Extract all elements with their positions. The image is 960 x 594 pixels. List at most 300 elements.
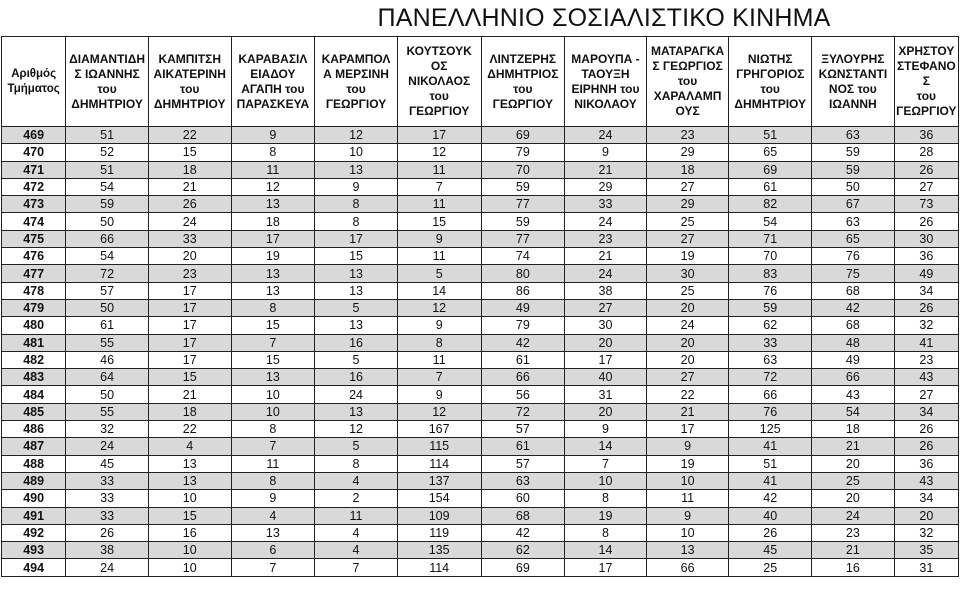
- vote-count-cell: 13: [231, 265, 315, 282]
- column-header-line: ΓΡΗΓΟΡΙΟΣ: [736, 66, 805, 81]
- column-header-line: ΓΕΩΡΓΙΟΥ: [896, 104, 957, 118]
- section-number-cell: 488: [2, 455, 66, 472]
- vote-count-cell: 79: [481, 317, 565, 334]
- table-row: [2, 386, 959, 403]
- vote-count-cell: 13: [315, 282, 398, 299]
- vote-count-cell: 33: [565, 196, 647, 213]
- vote-count-cell: 25: [812, 472, 895, 489]
- vote-count-cell: 45: [729, 542, 812, 559]
- header-row: [2, 37, 959, 127]
- vote-count-cell: 5: [315, 351, 398, 368]
- vote-count-cell: 54: [66, 178, 149, 195]
- vote-count-cell: 82: [729, 196, 812, 213]
- vote-count-cell: 9: [231, 127, 315, 144]
- table-row: [2, 282, 959, 299]
- column-header-candidate: [315, 37, 398, 127]
- section-number-cell: 491: [2, 507, 66, 524]
- column-header-line: ΚΑΡΑΜΠΟΛ: [321, 51, 391, 66]
- vote-count-cell: 59: [812, 144, 895, 161]
- vote-count-cell: 66: [481, 369, 565, 386]
- vote-count-cell: 49: [894, 265, 958, 282]
- column-header-candidate: [231, 37, 315, 127]
- vote-count-cell: 29: [646, 196, 729, 213]
- vote-count-cell: 40: [729, 507, 812, 524]
- vote-count-cell: 54: [66, 248, 149, 265]
- vote-count-cell: 20: [646, 299, 729, 316]
- title-row: [0, 0, 960, 36]
- vote-count-cell: 43: [894, 472, 958, 489]
- vote-count-cell: 11: [646, 490, 729, 507]
- vote-count-cell: 20: [565, 403, 647, 420]
- vote-count-cell: 23: [565, 230, 647, 247]
- vote-count-cell: 57: [481, 421, 565, 438]
- vote-count-cell: 15: [148, 507, 231, 524]
- vote-count-cell: 86: [481, 282, 565, 299]
- vote-count-cell: 55: [66, 403, 149, 420]
- vote-count-cell: 24: [148, 213, 231, 230]
- vote-count-cell: 5: [315, 299, 398, 316]
- vote-count-cell: 4: [148, 438, 231, 455]
- vote-count-cell: 66: [646, 559, 729, 576]
- column-header-line: ΔΙΑΜΑΝΤΙΔΗ: [69, 51, 146, 66]
- column-header-line: ΛΙΝΤΖΕΡΗΣ: [489, 51, 557, 66]
- vote-count-cell: 11: [397, 161, 481, 178]
- vote-count-cell: 12: [397, 299, 481, 316]
- vote-count-cell: 45: [66, 455, 149, 472]
- vote-count-cell: 59: [66, 196, 149, 213]
- vote-count-cell: 69: [729, 161, 812, 178]
- vote-count-cell: 23: [894, 351, 958, 368]
- vote-count-cell: 135: [397, 542, 481, 559]
- vote-count-cell: 69: [481, 559, 565, 576]
- vote-count-cell: 24: [565, 213, 647, 230]
- column-header-candidate: [148, 37, 231, 127]
- vote-count-cell: 59: [481, 213, 565, 230]
- vote-count-cell: 61: [729, 178, 812, 195]
- vote-count-cell: 76: [812, 248, 895, 265]
- vote-count-cell: 8: [231, 421, 315, 438]
- table-row: [2, 127, 959, 144]
- section-number-cell: 483: [2, 369, 66, 386]
- section-number-cell: 484: [2, 386, 66, 403]
- vote-count-cell: 12: [397, 144, 481, 161]
- vote-count-cell: 10: [148, 559, 231, 576]
- vote-count-cell: 9: [397, 317, 481, 334]
- section-number-cell: 475: [2, 230, 66, 247]
- results-table: [1, 36, 959, 577]
- vote-count-cell: 31: [894, 559, 958, 576]
- vote-count-cell: 125: [729, 421, 812, 438]
- vote-count-cell: 50: [66, 213, 149, 230]
- vote-count-cell: 24: [565, 265, 647, 282]
- vote-count-cell: 42: [481, 334, 565, 351]
- vote-count-cell: 8: [565, 524, 647, 541]
- vote-count-cell: 33: [148, 230, 231, 247]
- vote-count-cell: 32: [894, 524, 958, 541]
- column-header-candidate: [812, 37, 895, 127]
- column-header-line: ΝΟΣ του: [828, 81, 877, 96]
- vote-count-cell: 109: [397, 507, 481, 524]
- vote-count-cell: 26: [894, 438, 958, 455]
- vote-count-cell: 9: [646, 507, 729, 524]
- table-row: [2, 178, 959, 195]
- table-row: [2, 369, 959, 386]
- section-number-cell: 479: [2, 299, 66, 316]
- section-number-cell: 490: [2, 490, 66, 507]
- vote-count-cell: 13: [231, 282, 315, 299]
- vote-count-cell: 10: [148, 542, 231, 559]
- section-number-cell: 477: [2, 265, 66, 282]
- vote-count-cell: 27: [646, 369, 729, 386]
- column-header-candidate: [646, 37, 729, 127]
- section-number-cell: 492: [2, 524, 66, 541]
- section-number-cell: 471: [2, 161, 66, 178]
- vote-count-cell: 12: [315, 421, 398, 438]
- vote-count-cell: 11: [397, 248, 481, 265]
- column-header-line: ΜΑΡΟΥΠΑ -: [571, 51, 640, 66]
- vote-count-cell: 61: [481, 351, 565, 368]
- vote-count-cell: 41: [729, 438, 812, 455]
- vote-count-cell: 13: [315, 317, 398, 334]
- column-header-line: ΓΕΩΡΓΙΟΥ: [408, 104, 470, 118]
- column-header-line: ΤΑΟΥΞΗ: [581, 66, 630, 81]
- vote-count-cell: 26: [66, 524, 149, 541]
- vote-count-cell: 36: [894, 455, 958, 472]
- vote-count-cell: 24: [565, 127, 647, 144]
- vote-count-cell: 20: [894, 507, 958, 524]
- table-row: [2, 438, 959, 455]
- vote-count-cell: 8: [231, 299, 315, 316]
- table-row: [2, 230, 959, 247]
- vote-count-cell: 8: [315, 213, 398, 230]
- table-row: [2, 317, 959, 334]
- vote-count-cell: 9: [397, 386, 481, 403]
- section-number-cell: 482: [2, 351, 66, 368]
- column-header-line: ΑΓΑΠΗ του: [241, 81, 305, 96]
- page-title: ΠΑΝΕΛΛΗΝΙΟ ΣΟΣΙΑΛΙΣΤΙΚΟ ΚΙΝΗΜΑ: [377, 4, 831, 32]
- vote-count-cell: 15: [148, 369, 231, 386]
- vote-count-cell: 11: [315, 507, 398, 524]
- vote-count-cell: 24: [646, 317, 729, 334]
- vote-count-cell: 25: [646, 282, 729, 299]
- vote-count-cell: 17: [646, 421, 729, 438]
- vote-count-cell: 36: [894, 248, 958, 265]
- vote-count-cell: 34: [894, 403, 958, 420]
- vote-count-cell: 76: [729, 282, 812, 299]
- vote-count-cell: 7: [315, 559, 398, 576]
- vote-count-cell: 12: [231, 178, 315, 195]
- vote-count-cell: 20: [812, 490, 895, 507]
- vote-count-cell: 8: [565, 490, 647, 507]
- vote-count-cell: 18: [812, 421, 895, 438]
- vote-count-cell: 13: [231, 369, 315, 386]
- vote-count-cell: 30: [565, 317, 647, 334]
- vote-count-cell: 7: [397, 178, 481, 195]
- vote-count-cell: 119: [397, 524, 481, 541]
- vote-count-cell: 55: [66, 334, 149, 351]
- vote-count-cell: 80: [481, 265, 565, 282]
- vote-count-cell: 13: [315, 403, 398, 420]
- column-header-line: του: [180, 81, 200, 96]
- vote-count-cell: 50: [66, 386, 149, 403]
- section-number-cell: 476: [2, 248, 66, 265]
- vote-count-cell: 10: [231, 386, 315, 403]
- vote-count-cell: 9: [231, 490, 315, 507]
- vote-count-cell: 38: [565, 282, 647, 299]
- column-header-line: ΞΥΛΟΥΡΗΣ: [821, 51, 885, 66]
- table-row: [2, 524, 959, 541]
- vote-count-cell: 16: [315, 334, 398, 351]
- vote-count-cell: 6: [231, 542, 315, 559]
- vote-count-cell: 18: [231, 213, 315, 230]
- table-row: [2, 542, 959, 559]
- vote-count-cell: 79: [481, 144, 565, 161]
- vote-count-cell: 21: [148, 178, 231, 195]
- vote-count-cell: 68: [812, 282, 895, 299]
- vote-count-cell: 114: [397, 455, 481, 472]
- vote-count-cell: 17: [148, 334, 231, 351]
- section-number-cell: 493: [2, 542, 66, 559]
- vote-count-cell: 12: [397, 403, 481, 420]
- vote-count-cell: 32: [894, 317, 958, 334]
- table-row: [2, 421, 959, 438]
- column-header-line: ΑΙΚΑΤΕΡΙΝΗ: [153, 66, 226, 81]
- vote-count-cell: 13: [148, 472, 231, 489]
- vote-count-cell: 20: [646, 334, 729, 351]
- column-header-line: του: [346, 81, 366, 96]
- column-header-line: Σ ΙΩΑΝΝΗΣ: [74, 66, 140, 81]
- vote-count-cell: 17: [148, 282, 231, 299]
- vote-count-cell: 7: [231, 438, 315, 455]
- column-header-line: του: [916, 89, 937, 103]
- column-header-line: ΚΑΡΑΒΑΣΙΛ: [238, 51, 308, 66]
- vote-count-cell: 28: [894, 144, 958, 161]
- vote-count-cell: 60: [481, 490, 565, 507]
- vote-count-cell: 4: [315, 472, 398, 489]
- vote-count-cell: 33: [729, 334, 812, 351]
- section-number-cell: 480: [2, 317, 66, 334]
- vote-count-cell: 22: [148, 421, 231, 438]
- vote-count-cell: 66: [66, 230, 149, 247]
- column-header-line: ΝΙΚΟΛΑΟΥ: [574, 96, 637, 111]
- vote-count-cell: 83: [729, 265, 812, 282]
- vote-count-cell: 15: [397, 213, 481, 230]
- vote-count-cell: 11: [231, 161, 315, 178]
- vote-count-cell: 50: [812, 178, 895, 195]
- table-row: [2, 196, 959, 213]
- table-row: [2, 490, 959, 507]
- vote-count-cell: 56: [481, 386, 565, 403]
- vote-count-cell: 77: [481, 230, 565, 247]
- table-row: [2, 403, 959, 420]
- section-number-cell: 470: [2, 144, 66, 161]
- column-header-line: ΠΑΡΑΣΚΕΥΑ: [236, 96, 310, 111]
- vote-count-cell: 22: [148, 127, 231, 144]
- section-number-cell: 478: [2, 282, 66, 299]
- vote-count-cell: 8: [397, 334, 481, 351]
- column-header-line: του: [97, 81, 117, 96]
- vote-count-cell: 38: [66, 542, 149, 559]
- vote-count-cell: 17: [397, 127, 481, 144]
- column-header-line: Αριθμός: [11, 67, 57, 80]
- column-header-candidate: [565, 37, 647, 127]
- column-header-line: ΚΟΥΤΣΟΥΚ: [406, 44, 472, 58]
- vote-count-cell: 63: [481, 472, 565, 489]
- vote-count-cell: 15: [315, 248, 398, 265]
- vote-count-cell: 21: [812, 542, 895, 559]
- vote-count-cell: 154: [397, 490, 481, 507]
- vote-count-cell: 68: [481, 507, 565, 524]
- section-number-cell: 489: [2, 472, 66, 489]
- column-header-line: ΝΙΩΤΗΣ: [747, 51, 793, 66]
- vote-count-cell: 42: [812, 299, 895, 316]
- vote-count-cell: 64: [66, 369, 149, 386]
- vote-count-cell: 7: [231, 334, 315, 351]
- vote-count-cell: 41: [894, 334, 958, 351]
- column-header-line: ΔΗΜΗΤΡΙΟΥ: [734, 96, 807, 111]
- vote-count-cell: 26: [894, 421, 958, 438]
- section-number-cell: 481: [2, 334, 66, 351]
- section-number-cell: 473: [2, 196, 66, 213]
- vote-count-cell: 17: [565, 559, 647, 576]
- section-number-cell: 472: [2, 178, 66, 195]
- vote-count-cell: 29: [565, 178, 647, 195]
- table-row: [2, 144, 959, 161]
- vote-count-cell: 10: [646, 524, 729, 541]
- column-header-candidate: [729, 37, 812, 127]
- table-row: [2, 351, 959, 368]
- vote-count-cell: 4: [315, 524, 398, 541]
- vote-count-cell: 12: [315, 127, 398, 144]
- vote-count-cell: 114: [397, 559, 481, 576]
- vote-count-cell: 24: [315, 386, 398, 403]
- column-header-line: του: [429, 89, 449, 103]
- vote-count-cell: 21: [565, 248, 647, 265]
- vote-count-cell: 62: [729, 317, 812, 334]
- column-header-line: του: [513, 81, 533, 96]
- vote-count-cell: 20: [565, 334, 647, 351]
- vote-count-cell: 59: [812, 161, 895, 178]
- vote-count-cell: 59: [481, 178, 565, 195]
- column-header-line: ΔΗΜΗΤΡΙΟΥ: [71, 96, 143, 111]
- column-header-line: ΕΙΡΗΝΗ του: [571, 81, 640, 96]
- vote-count-cell: 9: [315, 178, 398, 195]
- column-header-candidate: [66, 37, 149, 127]
- vote-count-cell: 15: [148, 144, 231, 161]
- vote-count-cell: 16: [812, 559, 895, 576]
- vote-count-cell: 72: [66, 265, 149, 282]
- table-row: [2, 559, 959, 576]
- vote-count-cell: 49: [812, 351, 895, 368]
- vote-count-cell: 29: [646, 144, 729, 161]
- table-row: [2, 299, 959, 316]
- vote-count-cell: 5: [315, 438, 398, 455]
- vote-count-cell: 33: [66, 490, 149, 507]
- vote-count-cell: 75: [812, 265, 895, 282]
- vote-count-cell: 13: [231, 196, 315, 213]
- table-row: [2, 507, 959, 524]
- vote-count-cell: 63: [812, 213, 895, 230]
- vote-count-cell: 18: [646, 161, 729, 178]
- vote-count-cell: 16: [315, 369, 398, 386]
- column-header-line: ΓΕΩΡΓΙΟΥ: [492, 96, 554, 111]
- vote-count-cell: 34: [894, 282, 958, 299]
- vote-count-cell: 7: [565, 455, 647, 472]
- vote-count-cell: 57: [66, 282, 149, 299]
- vote-count-cell: 61: [66, 317, 149, 334]
- vote-count-cell: 34: [894, 490, 958, 507]
- vote-count-cell: 43: [812, 386, 895, 403]
- vote-count-cell: 115: [397, 438, 481, 455]
- column-header-candidate: [397, 37, 481, 127]
- vote-count-cell: 26: [894, 161, 958, 178]
- vote-count-cell: 66: [812, 369, 895, 386]
- vote-count-cell: 51: [729, 127, 812, 144]
- vote-count-cell: 26: [894, 213, 958, 230]
- vote-count-cell: 54: [812, 403, 895, 420]
- vote-count-cell: 32: [66, 421, 149, 438]
- vote-count-cell: 17: [148, 299, 231, 316]
- vote-count-cell: 69: [481, 127, 565, 144]
- vote-count-cell: 20: [812, 455, 895, 472]
- column-header-line: ΕΙΑΔΟΥ: [250, 66, 296, 81]
- vote-count-cell: 46: [66, 351, 149, 368]
- vote-count-cell: 73: [894, 196, 958, 213]
- column-header-candidate: [481, 37, 565, 127]
- vote-count-cell: 65: [729, 144, 812, 161]
- vote-count-cell: 14: [397, 282, 481, 299]
- column-header-line: Τμήματος: [7, 82, 60, 95]
- vote-count-cell: 71: [729, 230, 812, 247]
- vote-count-cell: 19: [646, 248, 729, 265]
- vote-count-cell: 9: [646, 438, 729, 455]
- vote-count-cell: 14: [565, 438, 647, 455]
- vote-count-cell: 2: [315, 490, 398, 507]
- vote-count-cell: 137: [397, 472, 481, 489]
- column-header-line: του: [760, 81, 780, 96]
- vote-count-cell: 14: [565, 542, 647, 559]
- vote-count-cell: 49: [481, 299, 565, 316]
- vote-count-cell: 54: [729, 213, 812, 230]
- vote-count-cell: 17: [148, 317, 231, 334]
- column-header-line: Α ΜΕΡΣΙΝΗ: [323, 66, 389, 81]
- vote-count-cell: 9: [397, 230, 481, 247]
- vote-count-cell: 52: [66, 144, 149, 161]
- column-header-line: ΜΑΤΑΡΑΓΚΑ: [651, 44, 725, 58]
- vote-count-cell: 41: [729, 472, 812, 489]
- vote-count-cell: 50: [66, 299, 149, 316]
- vote-count-cell: 18: [148, 403, 231, 420]
- vote-count-cell: 42: [481, 524, 565, 541]
- vote-count-cell: 70: [481, 161, 565, 178]
- vote-count-cell: 25: [729, 559, 812, 576]
- vote-count-cell: 65: [812, 230, 895, 247]
- vote-count-cell: 9: [565, 144, 647, 161]
- vote-count-cell: 21: [148, 386, 231, 403]
- vote-count-cell: 17: [565, 351, 647, 368]
- vote-count-cell: 8: [315, 196, 398, 213]
- vote-count-cell: 8: [231, 472, 315, 489]
- vote-count-cell: 4: [231, 507, 315, 524]
- vote-count-cell: 7: [397, 369, 481, 386]
- vote-count-cell: 10: [315, 144, 398, 161]
- section-number-cell: 474: [2, 213, 66, 230]
- vote-count-cell: 21: [812, 438, 895, 455]
- section-number-cell: 494: [2, 559, 66, 576]
- vote-count-cell: 63: [729, 351, 812, 368]
- column-header-line: ΧΑΡΑΛΑΜΠ: [653, 89, 722, 103]
- table-row: [2, 248, 959, 265]
